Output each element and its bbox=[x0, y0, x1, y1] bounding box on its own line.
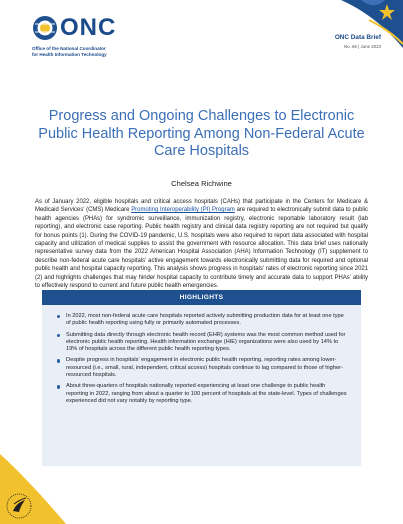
bullet-icon bbox=[57, 315, 60, 318]
highlight-text: Despite progress in hospitals’ engagement in electronic public health reporting, reporting rates among lower-resourced (i.e., small, rural, independent, critical access) hospitals continue to lag compared to those of higher-resourced hospitals. bbox=[66, 357, 343, 379]
highlights-box bbox=[42, 290, 361, 466]
intro-text-start: As of January 2022, eligible hospitals and critical access hospitals (CAHs) that participate in the Centers for Medicare & Medicaid Services’ (CMS) Medicare bbox=[35, 199, 368, 214]
highlight-text: Submitting data directly through electronic health record (EHR) systems was the most common method used for electronic public health reporting. Health information exchange (HIE) organizations were also used by 14% to 19% of hospitals across the different public health reporting types. bbox=[66, 331, 346, 353]
hhs-corner-graphic bbox=[0, 454, 66, 524]
bullet-icon bbox=[57, 385, 60, 388]
highlight-item bbox=[66, 383, 349, 405]
brief-number-date: No. 66 | June 2023 bbox=[343, 44, 381, 49]
highlight-text: In 2022, most non-federal acute care hospitals reported actively submitting production data for at least one type of public health reporting using fully or primarily automated processes. bbox=[66, 313, 344, 327]
pi-program-link[interactable]: Promoting Interoperability (PI) Program bbox=[131, 207, 235, 214]
author-name: Chelsea Richwine bbox=[171, 179, 232, 188]
onc-logo bbox=[32, 15, 122, 57]
logo-subtitle-line1: Office of the National Coordinator bbox=[32, 46, 106, 51]
highlight-text: About three-quarters of hospitals nationally reported experiencing at least one challenge to public health reporting in 2022, ranging from about a quarter to 100 percent of hospitals at the state-level. Types of challenges experienced did not vary notably by reporting type. bbox=[66, 383, 347, 404]
bullet-icon bbox=[57, 334, 60, 337]
highlights-list bbox=[42, 305, 361, 405]
intro-paragraph bbox=[35, 198, 368, 290]
highlight-item bbox=[66, 357, 349, 379]
onc-globe-icon bbox=[32, 15, 58, 41]
highlight-item bbox=[66, 313, 349, 328]
highlight-item bbox=[66, 332, 349, 354]
highlights-heading: HIGHLIGHTS bbox=[42, 290, 361, 305]
page-title: Progress and Ongoing Challenges to Electronic Public Health Reporting Among Non-Federal Acute Care Hospitals bbox=[38, 108, 365, 159]
logo-subtitle bbox=[32, 46, 122, 57]
logo-wordmark: ONC bbox=[60, 14, 117, 41]
bullet-icon bbox=[57, 359, 60, 362]
intro-text-end: are required to electronically submit data to public health agencies (PHAs) for syndromic surveillance, immunization registry, electronic reportable laboratory result (lab reporting), and electronic case reporting. Public health registry and clinical data registry reporting are not required but qualify for bonus points (1). During the COVID-19 pandemic, U.S. hospitals were also required to report data associated with hospital capacity and utilization of medical supplies to assist the government with resource allocation. This data brief uses nationally representative survey data from the 2022 American Hospital Association (AHA) Information Technology (IT) supplement to describe non-federal acute care hospitals’ active engagement towards electronically submitting data for required and optional public health and hospital capacity reporting. This analysis shows progress in hospitals’ rates of electronic reporting since 2021 (2) and highlights challenges that may hinder hospital capacity to contribute timely and accurate data to support PHAs’ ability to effectively respond to current and future public health emergencies. bbox=[35, 207, 368, 290]
brief-title: ONC Data Brief bbox=[334, 34, 381, 41]
brief-label bbox=[335, 34, 381, 49]
logo-subtitle-line2: for Health Information Technology bbox=[32, 51, 107, 57]
